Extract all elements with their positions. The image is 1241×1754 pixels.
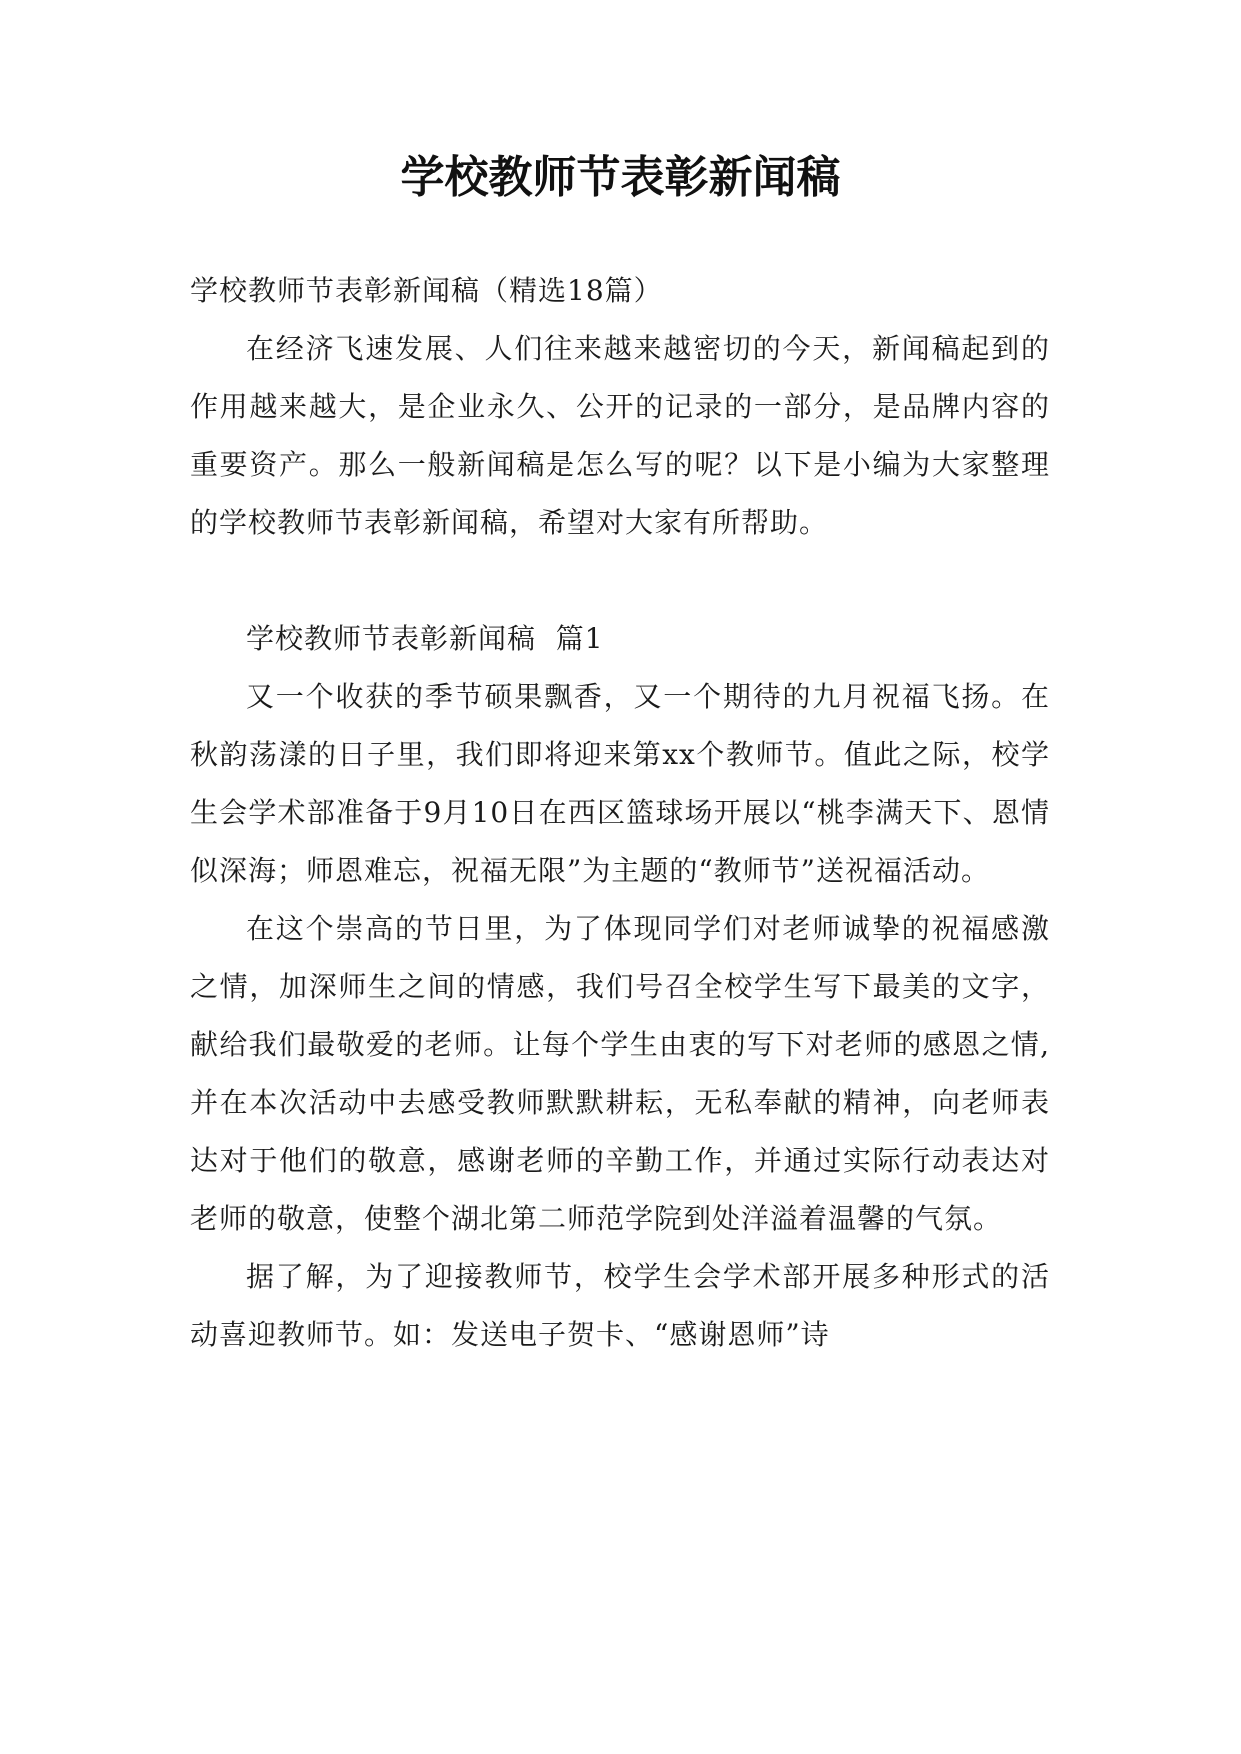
intro-paragraph: 在经济飞速发展、人们往来越来越密切的今天，新闻稿起到的作用越来越大，是企业永久、公开的记录的一部分，是品牌内容的重要资产。那么一般新闻稿是怎么写的呢？以下是小编为大家整理的学校教师节表彰新闻稿，希望对大家有所帮助。	[190, 332, 1050, 539]
body-paragraph-3: 据了解，为了迎接教师节，校学生会学术部开展多种形式的活动喜迎教师节。如：发送电子贺卡、“感谢恩师”诗	[190, 1260, 1050, 1351]
body-paragraph-2: 在这个崇高的节日里，为了体现同学们对老师诚挚的祝福感激之情，加深师生之间的情感，我们号召全校学生写下最美的文字，献给我们最敬爱的老师。让每个学生由衷的写下对老师的感恩之情,并在本次活动中去感受教师默默耕耘，无私奉献的精神，向老师表达对于他们的敬意，感谢老师的辛勤工作，并通过实际行动表达对老师的敬意，使整个湖北第二师范学院到处洋溢着温馨的气氛。	[190, 912, 1050, 1235]
section-heading: 学校教师节表彰新闻稿 篇1	[246, 622, 604, 655]
document-subtitle: 学校教师节表彰新闻稿（精选18篇）	[190, 274, 663, 307]
body-paragraph-1: 又一个收获的季节硕果飘香，又一个期待的九月祝福飞扬。在秋韵荡漾的日子里，我们即将迎来第xx个教师节。值此之际，校学生会学术部准备于9月10日在西区篮球场开展以“桃李满天下、恩情似深海；师恩难忘，祝福无限”为主题的“教师节”送祝福活动。	[190, 680, 1050, 887]
document-body	[190, 262, 1050, 1364]
document-title: 学校教师节表彰新闻稿	[400, 152, 841, 203]
